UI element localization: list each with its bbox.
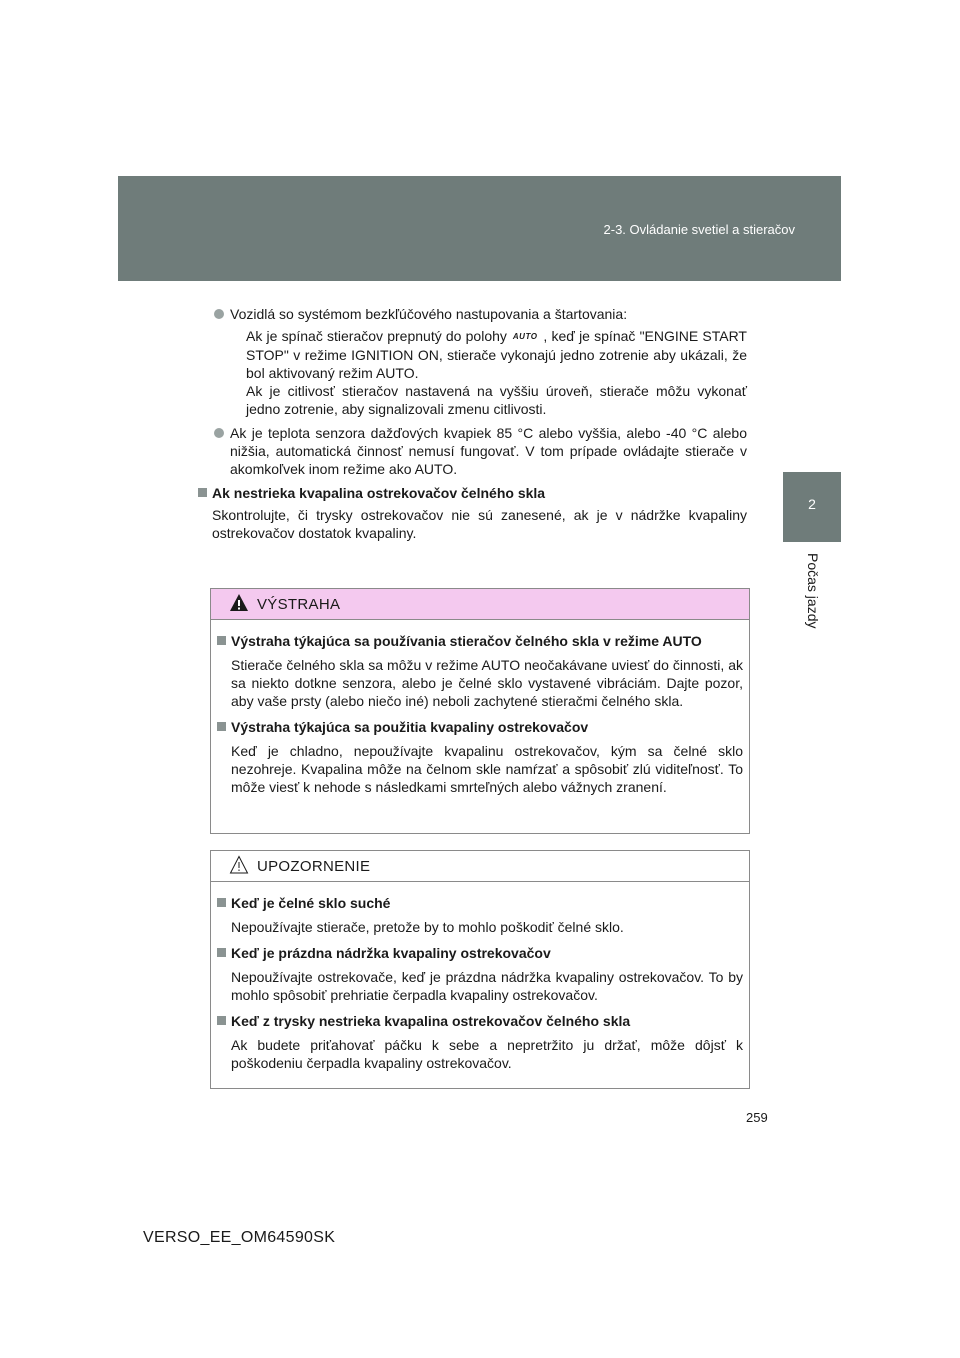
square-bullet-icon [217,948,226,957]
caution-heading [217,1012,743,1030]
auto-symbol-icon: AUTO [512,332,538,341]
caution-heading [217,944,743,962]
square-bullet-icon [217,1016,226,1025]
paragraph-text: , keď je spínač "ENGINE START STOP" v režime IGNITION ON, stierače vykonajú jedno zotrenie aby ukázali, že bol aktivovaný režim AUTO. [246,328,747,381]
caution-paragraph: Ak budete priťahovať páčku k sebe a nepretržito ju držať, môže dôjsť k poškodeniu čerpadla kvapaliny ostrekovačov. [231,1037,743,1071]
heading-text: Keď je prázdna nádržka kvapaliny ostrekovačov [231,945,551,961]
page-number: 259 [746,1110,768,1125]
warning-title: VÝSTRAHA [257,596,341,613]
main-content [212,305,747,542]
warning-triangle-icon [229,593,249,613]
bullet-dot-icon [214,428,224,438]
square-bullet-icon [217,722,226,731]
warning-body [211,620,749,796]
caution-box [210,850,750,1089]
section-title: 2-3. Ovládanie svetiel a stieračov [603,222,795,237]
paragraph: Skontrolujte, či trysky ostrekovačov nie sú zanesené, ak je v nádržke kvapaliny ostrekovačov dostatok kvapaliny. [212,507,747,541]
warning-box [210,588,750,834]
bullet-text: Vozidlá so systémom bezkľúčového nastupovania a štartovania: [230,306,628,322]
header-band [118,176,841,281]
caution-heading [217,894,743,912]
document-code: VERSO_EE_OM64590SK [143,1229,336,1246]
square-bullet-icon [217,636,226,645]
caution-body [211,882,749,1072]
square-bullet-icon [198,488,207,497]
bullet-text: Ak je teplota senzora dažďových kvapiek 85 °C alebo vyššia, alebo -40 °C alebo nižšia, automatická činnosť nemusí fungovať. V tom prípade ovládajte stierače v akomkoľvek inom režime ako AUTO. [230,425,747,477]
caution-title: UPOZORNENIE [257,858,371,875]
chapter-label [803,553,823,643]
bullet-item [212,424,747,478]
section-heading [198,484,747,502]
warning-heading [217,632,743,650]
heading-text: Keď je čelné sklo suché [231,895,391,911]
paragraph-text: Ak je citlivosť stieračov nastavená na vyššiu úroveň, stierače môžu vykonať jedno zotrenie, aby signalizovali zmenu citlivosti. [246,383,747,417]
heading-text: Keď z trysky nestrieka kvapalina ostrekovačov čelného skla [231,1013,631,1029]
caution-paragraph: Nepoužívajte stierače, pretože by to mohlo poškodiť čelné sklo. [231,919,624,935]
caution-triangle-icon [229,855,249,875]
bullet-dot-icon [214,309,224,319]
bullet-item [212,305,747,323]
warning-paragraph: Keď je chladno, nepoužívajte kvapalinu ostrekovačov, kým sa čelné sklo nezohreje. Kvapalina môže na čelnom skle namŕzať a spôsobiť zlú viditeľnosť. To môže viesť k nehode s následkami smrteľných alebo vážnych zranení. [231,743,743,795]
paragraph-text: Ak je spínač stieračov prepnutý do polohy [246,328,507,344]
heading-text: Ak nestrieka kvapalina ostrekovačov čelného skla [212,485,546,501]
chapter-number: 2 [808,496,816,512]
square-bullet-icon [217,898,226,907]
warning-heading [217,718,743,736]
caution-header [211,851,749,882]
heading-text: Výstraha týkajúca sa používania stieračov čelného skla v režime AUTO [231,633,702,649]
warning-paragraph: Stierače čelného skla sa môžu v režime AUTO neočakávane uviesť do činnosti, ak sa niekto dotkne senzora, alebo je čelné sklo vystavené vibráciám. Dajte pozor, aby vaše prsty (alebo niečo iné) neboli zachytené stieračmi čelného skla. [231,657,743,709]
warning-header [211,589,749,620]
caution-paragraph: Nepoužívajte ostrekovače, keď je prázdna nádržka kvapaliny ostrekovačov. To by mohlo spôsobiť prehriatie čerpadla kvapaliny ostrekovačov. [231,969,743,1003]
chapter-label-text: Počas jazdy [805,553,821,629]
chapter-tab [783,472,841,542]
heading-text: Výstraha týkajúca sa použitia kvapaliny ostrekovačov [231,719,589,735]
paragraph [212,327,747,418]
